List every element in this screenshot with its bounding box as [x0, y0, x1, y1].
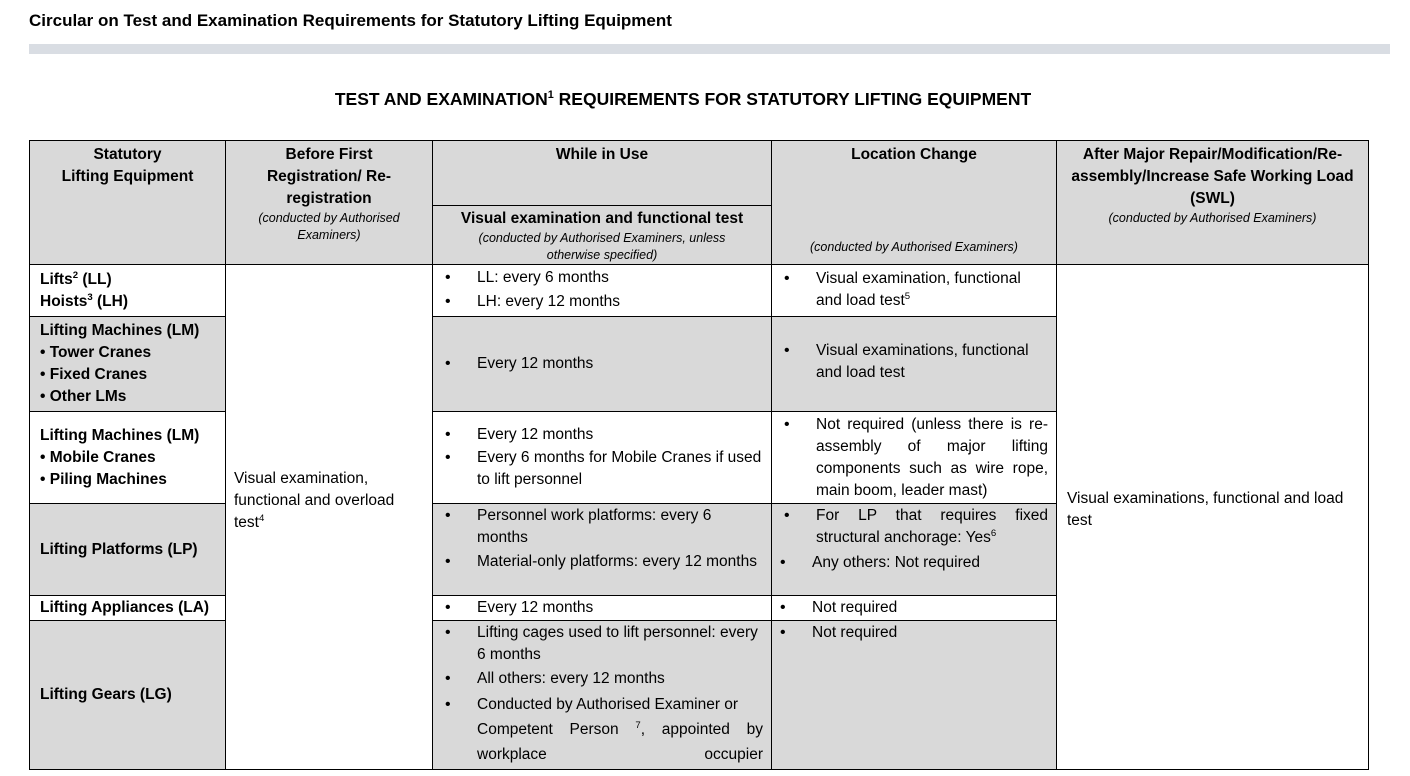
list-item: • Not required (unless there is re-assembly of major lifting components such as wire rope, main boom, leader mast): [816, 414, 1048, 502]
header-equipment: Statutory Lifting Equipment: [30, 141, 226, 265]
list-item: • For LP that requires fixed structural anchorage: Yes$^6$: [816, 505, 1048, 549]
row-lifting-platforms-location-change: [772, 504, 1057, 596]
list-item: • Any others: Not required: [812, 552, 1048, 574]
list-item: • All others: every 12 months: [477, 668, 763, 690]
before-first-registration-cell: Visual examination, functional and overload test$^4$: [226, 265, 433, 770]
list-item: • Lifting cages used to lift personnel: every 6 months: [477, 622, 763, 666]
header-location-change: Location Change (conducted by Authorised Examiners): [772, 141, 1057, 265]
list-item: • Every 12 months: [477, 353, 763, 375]
header-divider: [29, 44, 1390, 54]
list-item: • Conducted by Authorised Examiner or Competent Person $^7$, appointed by workplace occupier: [477, 692, 763, 767]
row-lifting-appliances-equipment: Lifting Appliances (LA): [30, 596, 226, 621]
header-visual-examination-functional-test: Visual examination and functional test (conducted by Authorised Examiners, unless otherwise specified): [433, 206, 772, 265]
list-item: • Material-only platforms: every 12 months: [477, 551, 763, 573]
list-item: • Every 12 months: [477, 424, 763, 446]
header-before-first-registration: Before First Registration/ Re-registration (conducted by Authorised Examiners): [226, 141, 433, 265]
row-lifts-hoists-location-change: [772, 265, 1057, 317]
list-item: • Not required: [812, 597, 1048, 619]
list-item: • Visual examination, functional and load test$^5$: [816, 268, 1048, 312]
row-lifting-gears-location-change: [772, 621, 1057, 770]
row-lifting-machines-mobile-location-change: [772, 412, 1057, 504]
requirements-table: [29, 140, 1369, 770]
row-lifting-gears-equipment: Lifting Gears (LG): [30, 621, 226, 770]
row-lifting-appliances-while-in-use: [433, 596, 772, 621]
row-lifting-gears-while-in-use: [433, 621, 772, 770]
table-title: TEST AND EXAMINATION$^1$ REQUIREMENTS FOR STATUTORY LIFTING EQUIPMENT: [334, 89, 1032, 109]
list-item: • LL: every 6 months: [477, 267, 763, 289]
list-item: • Every 12 months: [477, 597, 763, 619]
header-after-major-repair: After Major Repair/Modification/Re-assembly/Increase Safe Working Load (SWL) (conducted by Authorised Examiners): [1057, 141, 1369, 265]
row-lifting-appliances-location-change: [772, 596, 1057, 621]
row-lifts-hoists-equipment: Lifts$^2$ (LL) Hoists$^3$ (LH): [30, 265, 226, 317]
header-while-in-use: While in Use: [433, 141, 772, 206]
row-lifting-machines-mobile-equipment: Lifting Machines (LM) • Mobile Cranes • Piling Machines: [30, 412, 226, 504]
after-major-repair-cell: Visual examinations, functional and load test: [1057, 265, 1369, 770]
list-item: • Personnel work platforms: every 6 months: [477, 505, 763, 549]
row-lifting-machines-fixed-location-change: [772, 317, 1057, 412]
row-lifting-machines-mobile-while-in-use: [433, 412, 772, 504]
footnote-ref-1: 1: [547, 89, 554, 102]
list-item: • Visual examinations, functional and load test: [816, 340, 1048, 384]
list-item: • Not required: [812, 622, 1048, 644]
row-lifting-machines-fixed-while-in-use: [433, 317, 772, 412]
list-item: • Every 6 months for Mobile Cranes if used to lift personnel: [477, 447, 763, 491]
row-lifting-machines-fixed-equipment: Lifting Machines (LM) • Tower Cranes • Fixed Cranes • Other LMs: [30, 317, 226, 412]
row-lifts-hoists-while-in-use: [433, 265, 772, 317]
list-item: • LH: every 12 months: [477, 291, 763, 313]
row-lifting-platforms-while-in-use: [433, 504, 772, 596]
document-header: Circular on Test and Examination Requirements for Statutory Lifting Equipment: [29, 11, 672, 30]
row-lifting-platforms-equipment: Lifting Platforms (LP): [30, 504, 226, 596]
